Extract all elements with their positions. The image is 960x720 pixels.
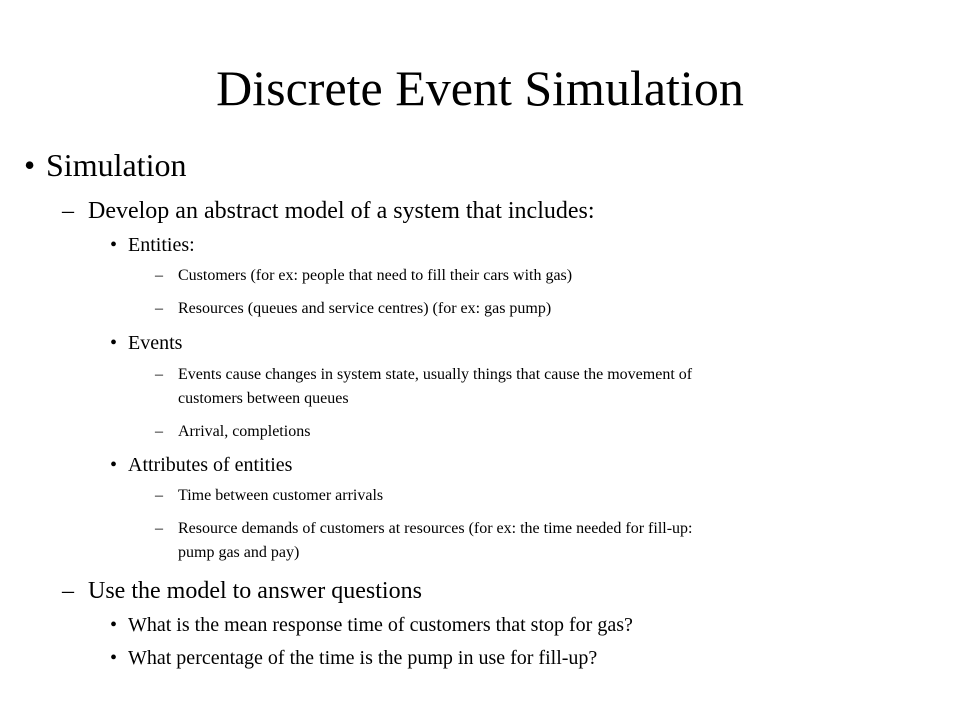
dash-marker: – — [155, 520, 163, 537]
resources-item: Resources (queues and service centres) (for ex: gas pump) — [178, 300, 552, 317]
customers-item: Customers (for ex: people that need to fill their cars with gas) — [178, 267, 573, 284]
entities-label: Entities: — [128, 234, 195, 256]
question-pump-usage: What percentage of the time is the pump in use for fill-up? — [128, 647, 598, 669]
question-mean-response: What is the mean response time of customers that stop for gas? — [128, 614, 633, 636]
dash-marker: – — [155, 300, 163, 317]
events-cause-line2: customers between queues — [178, 390, 349, 407]
attributes-label: Attributes of entities — [128, 454, 293, 476]
demands-line2: pump gas and pay) — [178, 544, 300, 561]
bullet-marker: • — [110, 454, 118, 476]
develop-model-text: Develop an abstract model of a system that includes: — [88, 198, 595, 224]
events-cause-line1: Events cause changes in system state, usually things that cause the movement of — [178, 366, 693, 383]
bullet-marker: • — [110, 234, 118, 256]
bullet-marker: • — [110, 614, 118, 636]
bullet-marker: • — [110, 647, 118, 669]
dash-marker: – — [62, 578, 74, 604]
bullet-simulation: Simulation — [46, 147, 187, 183]
dash-marker: – — [155, 423, 163, 440]
arrival-item: Arrival, completions — [178, 423, 311, 440]
bullet-marker: • — [110, 332, 118, 354]
bullet-marker: • — [24, 147, 36, 183]
dash-marker: – — [155, 267, 163, 284]
use-model-text: Use the model to answer questions — [88, 578, 422, 604]
time-between-item: Time between customer arrivals — [178, 487, 384, 504]
slide-title: Discrete Event Simulation — [216, 60, 744, 116]
dash-marker: – — [155, 487, 163, 504]
demands-line1: Resource demands of customers at resources (for ex: the time needed for fill-up: — [178, 520, 693, 537]
dash-marker: – — [62, 198, 74, 224]
dash-marker: – — [155, 366, 163, 383]
events-label: Events — [128, 332, 183, 354]
